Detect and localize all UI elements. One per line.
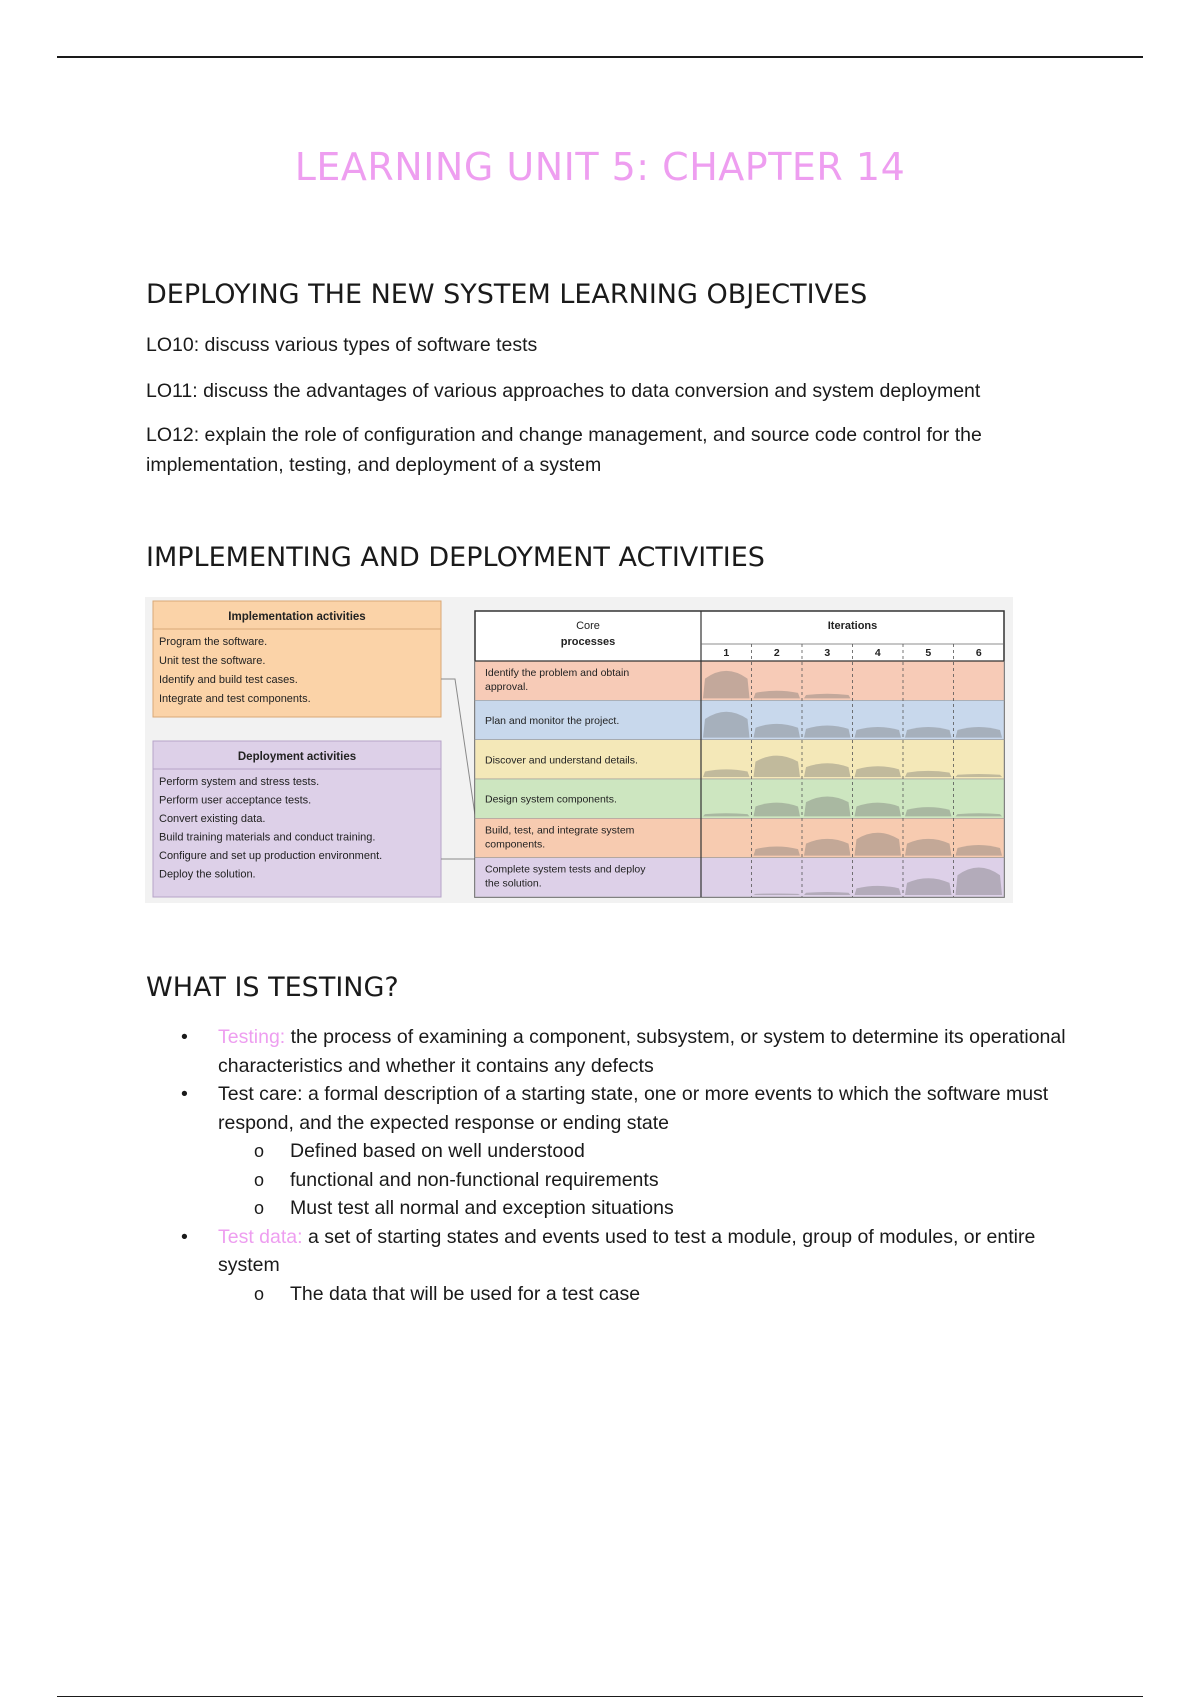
process-label: approval. (485, 681, 529, 693)
page-title: LEARNING UNIT 5: CHAPTER 14 (294, 145, 906, 189)
top-rule (57, 56, 1143, 58)
sub-bullet-circle: o (254, 1141, 265, 1161)
deployment-item: Convert existing data. (159, 813, 266, 825)
implementation-title: Implementation activities (228, 611, 366, 623)
activities-heading: IMPLEMENTING AND DEPLOYMENT ACTIVITIES (146, 542, 765, 573)
bullet-testing (146, 1023, 1076, 1080)
bottom-rule (57, 1696, 1143, 1697)
iteration-number: 1 (723, 647, 730, 659)
process-label: Design system components. (485, 793, 617, 806)
definition-test-care: Test care: a formal description of a starting state, one or more events to which the software must respond, and the expected response or ending state (218, 1083, 1049, 1134)
definition-testing: the process of examining a component, subsystem, or system to determine its operational characteristics and whether it contains any defects (218, 1026, 1066, 1077)
sub-item (146, 1194, 1076, 1223)
implementation-item: Program the software. (159, 636, 268, 648)
implementation-box (153, 601, 441, 717)
objectives-heading: DEPLOYING THE NEW SYSTEM LEARNING OBJECTIVES (146, 279, 868, 310)
process-label: Complete system tests and deploy (485, 863, 646, 876)
deployment-item: Deploy the solution. (159, 868, 256, 881)
iteration-number: 2 (773, 647, 780, 659)
iteration-number: 4 (874, 647, 881, 659)
objective-lo11: LO11: discuss the advantages of various approaches to data conversion and system deployment (146, 380, 981, 402)
sub-item-text: Must test all normal and exception situations (290, 1197, 674, 1219)
sub-bullet-circle: o (254, 1198, 265, 1218)
sub-item-text: Defined based on well understood (290, 1140, 585, 1162)
activities-figure (145, 597, 1013, 903)
iteration-number: 5 (925, 647, 932, 659)
bullet-dot: • (181, 1225, 188, 1248)
process-label: components. (485, 838, 546, 851)
connector-lines (441, 679, 475, 859)
sub-item (146, 1280, 1076, 1309)
objective-lo10: LO10: discuss various types of software tests (146, 334, 538, 356)
iteration-number: 6 (975, 647, 982, 659)
sub-item-text: functional and non-functional requirements (290, 1168, 659, 1191)
iterations-header: Iterations (827, 620, 878, 632)
bullet-test-data (146, 1223, 1076, 1280)
objective-lo12: LO12: explain the role of configuration and change management, and source code control for the implementation, testing, and deployment of a system (146, 424, 982, 476)
implementation-item: Integrate and test components. (159, 693, 311, 705)
process-label: Identify the problem and obtain (485, 667, 630, 679)
testing-heading: WHAT IS TESTING? (146, 972, 399, 1003)
process-label: Discover and understand details. (485, 754, 638, 767)
term-testing: Testing: (218, 1026, 286, 1048)
process-label: Plan and monitor the project. (485, 715, 620, 727)
deployment-box (153, 741, 441, 897)
process-label: the solution. (485, 877, 542, 890)
definition-test-data: a set of starting states and events used to test a module, group of modules, or entire system (218, 1225, 1036, 1276)
bullet-test-care (146, 1080, 1076, 1137)
implementation-item: Identify and build test cases. (159, 674, 298, 686)
process-label: Build, test, and integrate system (485, 824, 635, 837)
term-test-data: Test data: (218, 1225, 303, 1248)
sub-item (146, 1137, 1076, 1166)
iterations-table (475, 611, 1004, 897)
sub-item (146, 1166, 1076, 1195)
deployment-item: Configure and set up production environment. (159, 850, 383, 862)
sub-bullet-circle: o (254, 1169, 265, 1190)
activities-diagram (145, 597, 1013, 903)
sub-item-text: The data that will be used for a test case (290, 1282, 641, 1305)
deployment-item: Build training materials and conduct training. (159, 831, 376, 844)
deployment-title: Deployment activities (237, 751, 357, 763)
deployment-item: Perform system and stress tests. (159, 776, 320, 788)
iteration-number: 3 (824, 647, 831, 659)
bullet-dot: • (181, 1083, 188, 1105)
bullet-dot: • (181, 1026, 188, 1048)
core-header: Core (576, 620, 600, 632)
deployment-item: Perform user acceptance tests. (159, 794, 312, 807)
testing-bullets (146, 1023, 1076, 1308)
core-header: processes (560, 636, 616, 648)
sub-bullet-circle: o (254, 1283, 265, 1304)
implementation-item: Unit test the software. (159, 655, 266, 667)
